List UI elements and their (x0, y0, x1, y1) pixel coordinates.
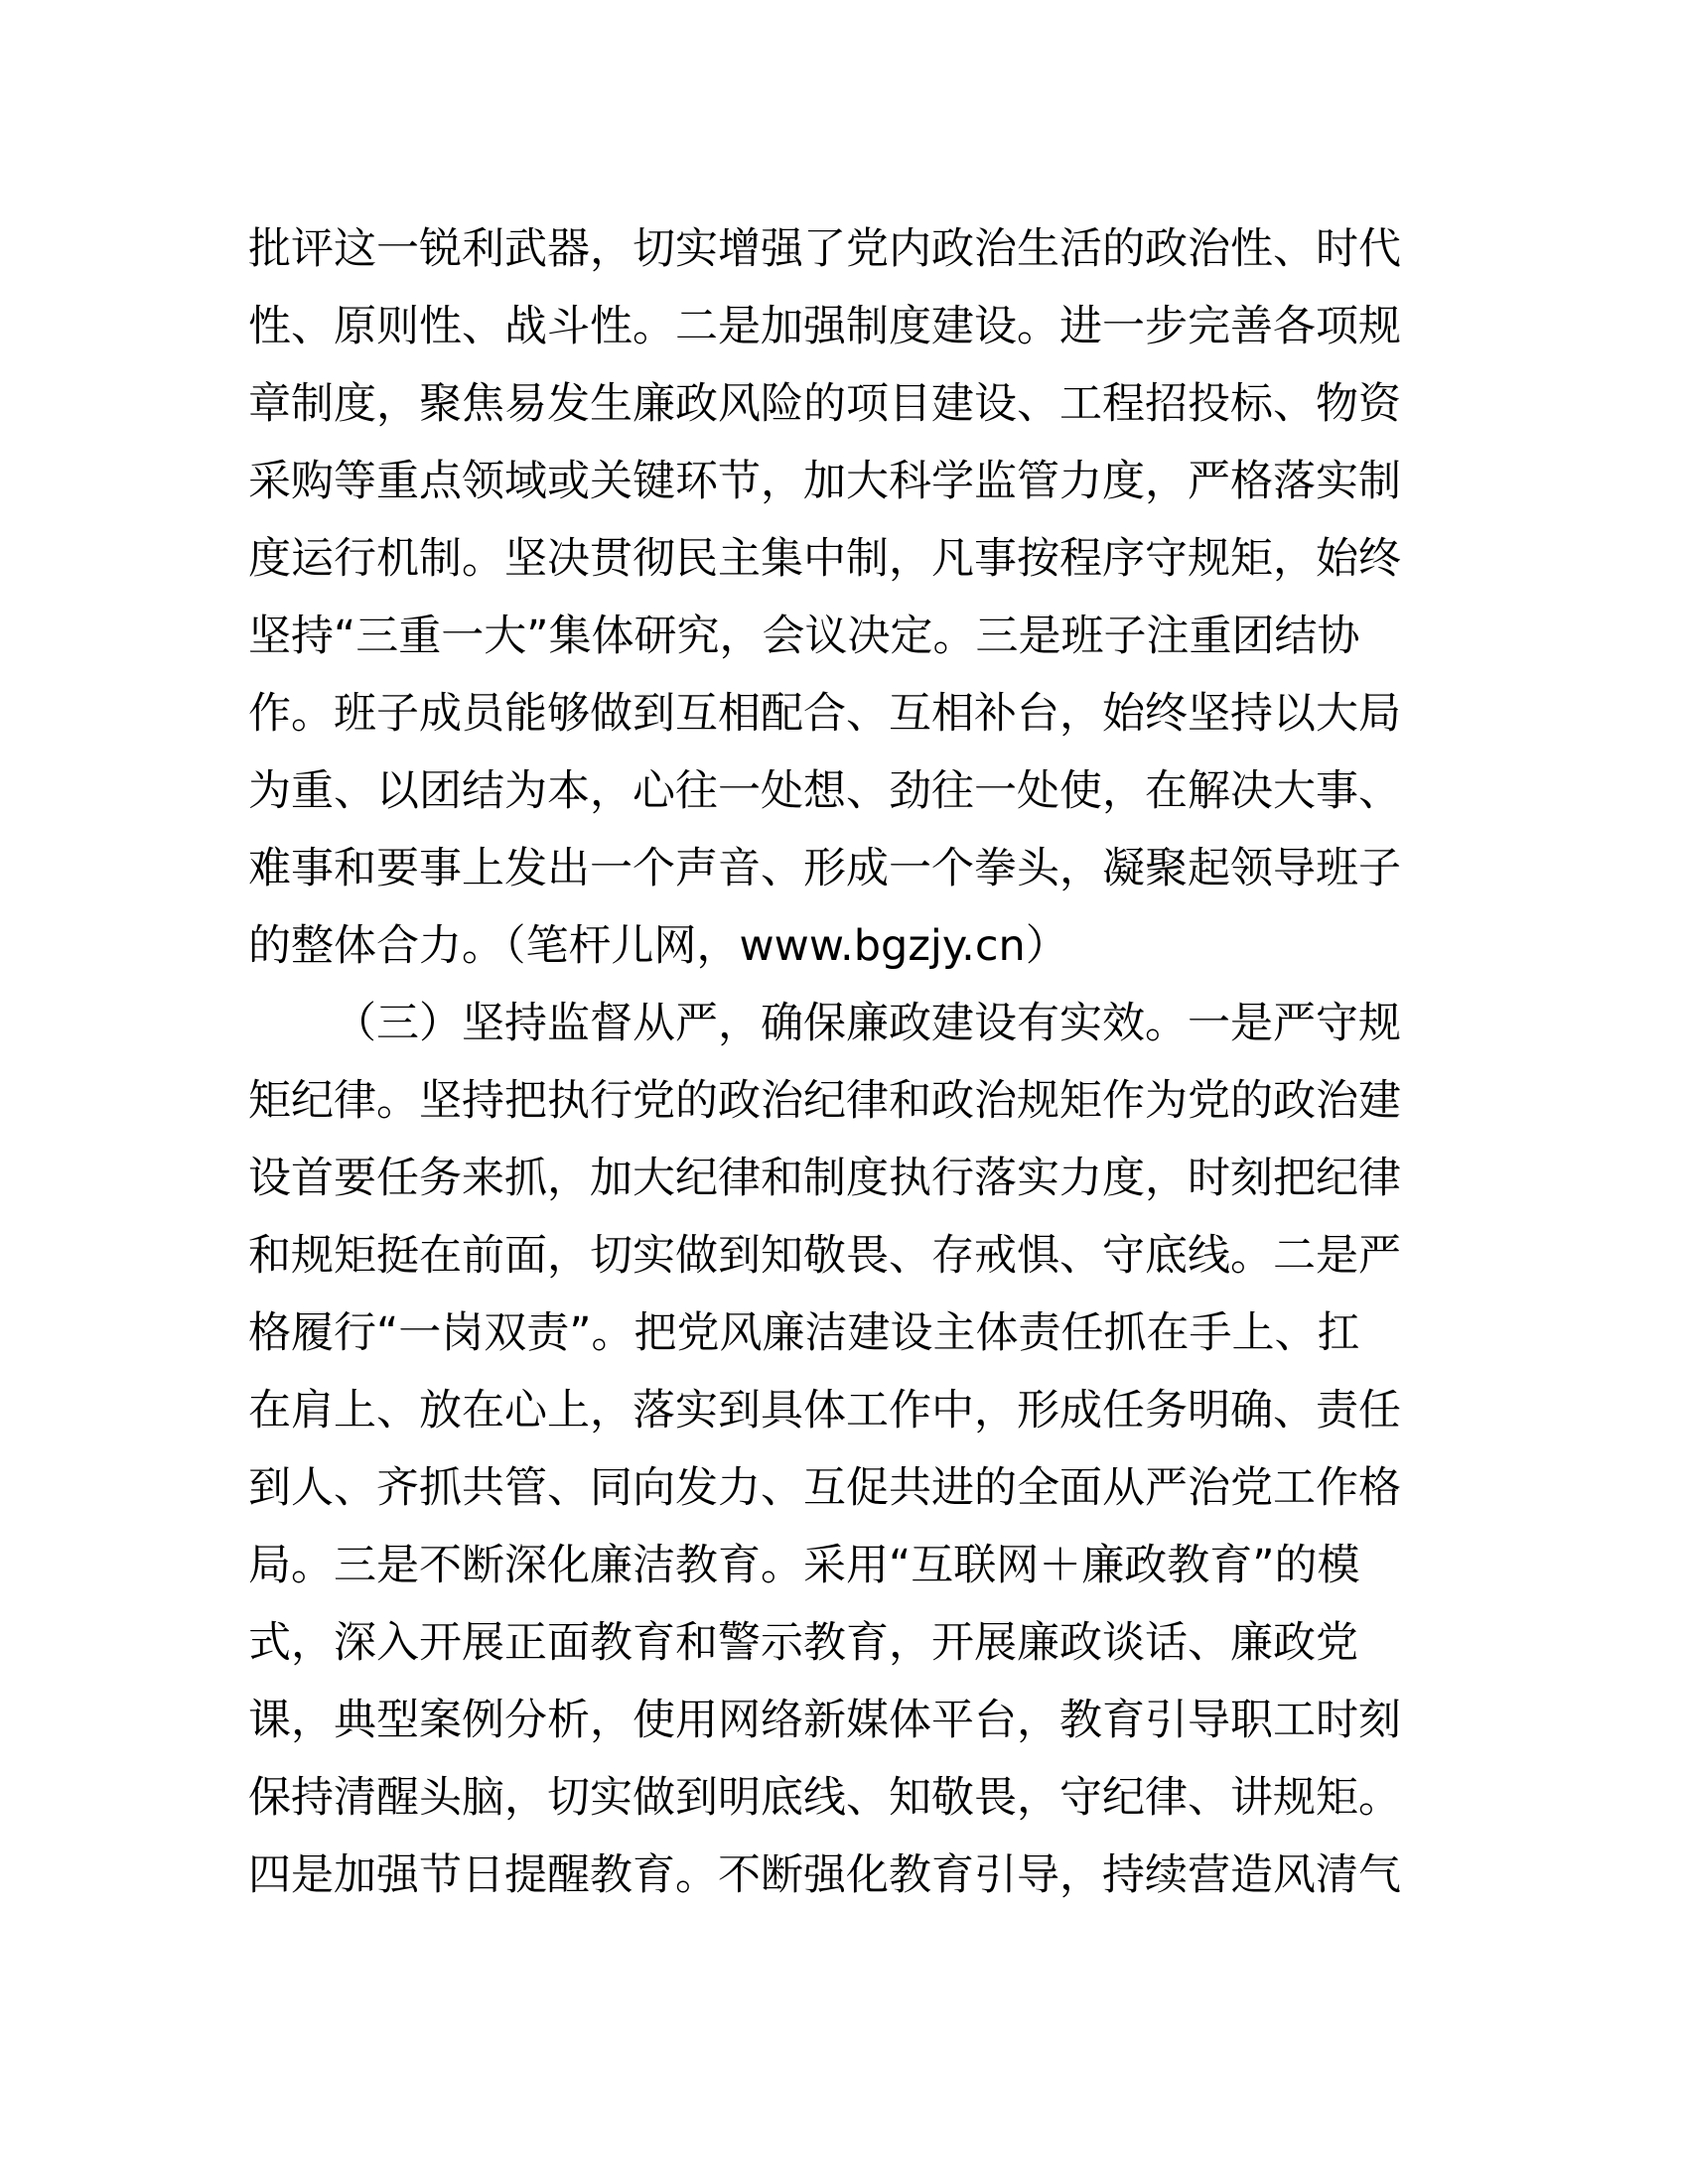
text-line: 批评这一锐利武器，切实增强了党内政治生活的政治性、时代 (248, 224, 1401, 274)
text-line: 性、原则性、战斗性。二是加强制度建设。进一步完善各项规 (248, 302, 1401, 351)
text-line: 式，深入开展正面教育和警示教育，开展廉政谈话、廉政党 (248, 1618, 1358, 1668)
text-line: 到人、齐抓共管、同向发力、互促共进的全面从严治党工作格 (248, 1463, 1401, 1513)
paragraph-1 (248, 210, 1435, 985)
text-line: 四是加强节日提醒教育。不断强化教育引导，持续营造风清气 (248, 1850, 1401, 1900)
text-line: 为重、以团结为本，心往一处想、劲往一处使，在解决大事、 (248, 766, 1401, 816)
text-line: 设首要任务来抓，加大纪律和制度执行落实力度，时刻把纪律 (248, 1154, 1401, 1203)
text-line: 在肩上、放在心上，落实到具体工作中，形成任务明确、责任 (248, 1386, 1401, 1435)
text-line: 课，典型案例分析，使用网络新媒体平台，教育引导职工时刻 (248, 1696, 1401, 1745)
text-line: 坚持“三重一大”集体研究，会议决定。三是班子注重团结协 (248, 612, 1360, 661)
text-line: 和规矩挺在前面，切实做到知敬畏、存戒惧、守底线。二是严 (248, 1231, 1401, 1281)
text-line: 作。班子成员能够做到互相配合、互相补台，始终坚持以大局 (248, 689, 1401, 739)
text-line: 度运行机制。坚决贯彻民主集中制，凡事按程序守规矩，始终 (248, 534, 1401, 584)
text-line: 的整体合力。（笔杆儿网，www.bgzjy.cn） (248, 921, 1068, 971)
text-line: 章制度，聚焦易发生廉政风险的项目建设、工程招投标、物资 (248, 379, 1401, 429)
text-line: 采购等重点领域或关键环节，加大科学监管力度，严格落实制 (248, 457, 1401, 506)
text-line: 保持清醒头脑，切实做到明底线、知敬畏，守纪律、讲规矩。 (248, 1773, 1401, 1823)
paragraph-2 (248, 985, 1435, 1914)
text-line: 难事和要事上发出一个声音、形成一个拳头，凝聚起领导班子 (248, 844, 1401, 893)
text-line: （三）坚持监督从严，确保廉政建设有实效。一是严守规 (334, 999, 1401, 1048)
text-line: 矩纪律。坚持把执行党的政治纪律和政治规矩作为党的政治建 (248, 1076, 1401, 1126)
text-line: 格履行“一岗双责”。把党风廉洁建设主体责任抓在手上、扛 (248, 1308, 1360, 1358)
text-line: 局。三是不断深化廉洁教育。采用“互联网＋廉政教育”的模 (248, 1541, 1360, 1590)
